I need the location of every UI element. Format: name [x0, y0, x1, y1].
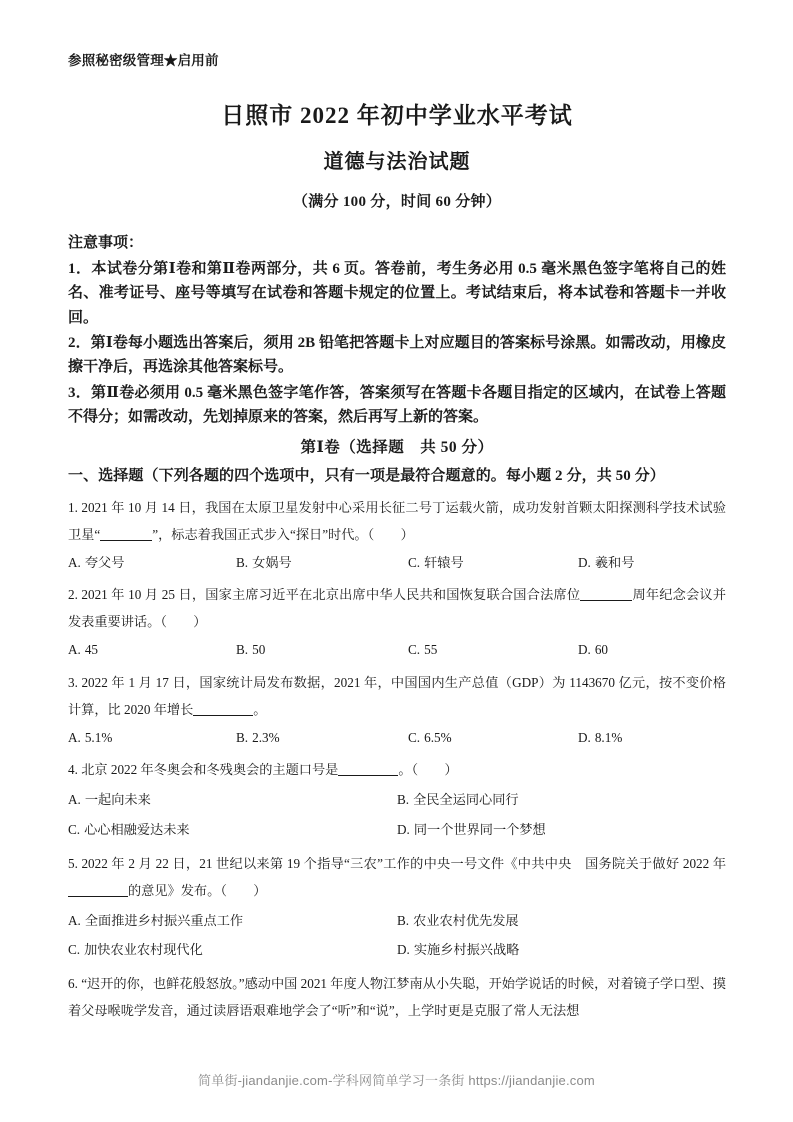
question-3: [68, 669, 726, 752]
option-d-text: 同一个世界同一个梦想: [413, 821, 546, 837]
option-d-label: D.: [578, 642, 591, 658]
option-a[interactable]: [68, 906, 397, 936]
notice-item-2: 2．第Ⅰ卷每小题选出答案后，须用 2B 铅笔把答题卡上对应题目的答案标号涂黑。如需改动，用橡皮擦干净后，再选涂其他答案标号。: [68, 335, 726, 376]
question-6-stem: 6. “迟开的你，也鲜花般怒放。”感动中国 2021 年度人物江梦南从小失聪，开始学说话的时候，对着镜子学口型、摸着父母喉咙学发音，通过读唇语艰难地学会了“听”和“说”，上学时更是克服了常人无法想: [68, 976, 726, 1019]
question-2: [68, 581, 726, 664]
question-5-stem-part1: 5. 2022 年 2 月 22 日，21 世纪以来第 19 个指导“三农”工作的中央一号文件《中共中央 国务院关于做好 2022 年: [68, 855, 726, 871]
option-b[interactable]: [236, 550, 408, 576]
question-4-options: [68, 785, 726, 844]
option-c[interactable]: [68, 935, 397, 965]
option-d[interactable]: [578, 725, 718, 751]
page-title: 日照市 2022 年初中学业水平考试: [221, 102, 573, 128]
answer-blank: [193, 702, 253, 716]
option-a-label: A.: [68, 642, 81, 658]
question-3-stem-part2: 。: [253, 701, 267, 717]
option-a-label: A.: [68, 792, 81, 808]
question-6: [68, 970, 726, 1024]
question-5-stem-part2: 的意见》发布。（ ）: [128, 882, 267, 898]
option-b[interactable]: [236, 725, 408, 751]
option-c-text: 心心相融爱达未来: [84, 821, 190, 837]
option-b-label: B.: [236, 729, 249, 745]
option-d-text: 8.1%: [594, 729, 623, 745]
option-d[interactable]: [397, 935, 726, 965]
option-b-label: B.: [397, 912, 410, 928]
option-d-label: D.: [578, 729, 591, 745]
option-a-text: 一起向未来: [84, 792, 151, 808]
question-2-stem: [68, 581, 726, 635]
notice-item-3: 3．第Ⅱ卷必须用 0.5 毫米黑色签字笔作答，答案须写在答题卡各题目指定的区域内，在试卷上答题不得分；如需改动，先划掉原来的答案，然后再写上新的答案。: [68, 384, 726, 425]
option-c-label: C.: [408, 554, 421, 570]
question-4-stem: [68, 756, 726, 783]
question-1: [68, 494, 726, 577]
notice-item-1: 1．本试卷分第Ⅰ卷和第Ⅱ卷两部分，共 6 页。答卷前，考生务必用 0.5 毫米黑色签字笔将自己的姓名、准考证号、座号等填写在试卷和答题卡规定的位置上。考试结束后，将本试卷和答题卡一并收回。: [68, 261, 726, 326]
subject-title: 道德与法治试题: [323, 151, 471, 174]
option-a-text: 5.1%: [84, 729, 113, 745]
question-3-stem-part1: 3. 2022 年 1 月 17 日，国家统计局发布数据，2021 年，中国国内生产总值（GDP）为 1143670 亿元，按不变价格计算，比 2020 年增长: [68, 674, 726, 717]
question-5-stem: [68, 850, 726, 904]
option-c[interactable]: [408, 725, 578, 751]
question-3-options: [68, 725, 726, 751]
question-1-stem: [68, 494, 726, 548]
option-b[interactable]: [397, 906, 726, 936]
option-b-label: B.: [236, 642, 249, 658]
question-2-options: [68, 637, 726, 663]
option-a[interactable]: [68, 637, 236, 663]
option-b[interactable]: [236, 637, 408, 663]
option-b-text: 50: [252, 642, 266, 658]
answer-blank: [100, 527, 152, 541]
option-c-text: 加快农业农村现代化: [84, 942, 203, 958]
option-c[interactable]: [408, 637, 578, 663]
option-d-label: D.: [397, 821, 410, 837]
option-a-text: 45: [84, 642, 99, 658]
option-a[interactable]: [68, 725, 236, 751]
option-c[interactable]: [68, 815, 397, 845]
answer-blank: [68, 883, 128, 897]
option-d-label: D.: [397, 942, 410, 958]
juan-one-header: 第Ⅰ卷（选择题 共 50 分）: [300, 439, 494, 457]
question-1-options: [68, 550, 726, 576]
option-c-label: C.: [408, 642, 421, 658]
option-c-text: 轩辕号: [424, 554, 464, 570]
option-d[interactable]: [578, 637, 718, 663]
option-b-text: 女娲号: [252, 554, 292, 570]
option-d-text: 羲和号: [594, 554, 635, 570]
secrecy-notice: 参照秘密级管理★启用前: [68, 53, 219, 68]
option-a[interactable]: [68, 785, 397, 815]
option-a-text: 全面推进乡村振兴重点工作: [84, 912, 244, 928]
answer-blank: [338, 763, 398, 777]
option-a[interactable]: [68, 550, 236, 576]
question-4-stem-part1: 4. 北京 2022 年冬奥会和冬残奥会的主题口号是: [68, 762, 339, 778]
option-d[interactable]: [578, 550, 718, 576]
question-2-stem-part1: 2. 2021 年 10 月 25 日，国家主席习近平在北京出席中华人民共和国恢复联合国合法席位: [68, 587, 581, 603]
option-d[interactable]: [397, 815, 726, 845]
option-a-label: A.: [68, 729, 81, 745]
option-d-text: 实施乡村振兴战略: [413, 942, 520, 958]
question-5: [68, 850, 726, 966]
option-b-label: B.: [236, 554, 249, 570]
option-c-label: C.: [408, 729, 421, 745]
question-1-stem-part1: 1. 2021 年 10 月 14 日，我国在太原卫星发射中心采用长征二号丁运载火箭，成功发射首颗太阳探测科学技术试验卫星“: [68, 499, 726, 542]
question-2-stem-part2: 周年纪念会议并发表重要讲话。（ ）: [68, 587, 727, 630]
option-c-label: C.: [68, 821, 81, 837]
option-c[interactable]: [408, 550, 578, 576]
option-c-text: 55: [424, 642, 438, 658]
option-d-text: 60: [594, 642, 609, 658]
notice-heading: 注意事项：: [68, 234, 144, 251]
option-d-label: D.: [578, 554, 591, 570]
question-1-stem-part2: ”，标志着我国正式步入“探日”时代。（ ）: [152, 526, 414, 542]
option-b-text: 全民全运同心同行: [413, 792, 519, 808]
footer-watermark: 简单街-jiandanjie.com-学科网简单学习一条街 https://jiandanjie.com: [198, 1073, 595, 1088]
option-a-label: A.: [68, 554, 81, 570]
option-a-label: A.: [68, 912, 81, 928]
question-3-stem: [68, 669, 726, 723]
page-content: [68, 52, 726, 1029]
question-5-options: [68, 906, 726, 965]
question-4: [68, 756, 726, 844]
answer-blank: [580, 588, 632, 602]
option-b-label: B.: [397, 792, 410, 808]
option-b[interactable]: [397, 785, 726, 815]
option-b-text: 农业农村优先发展: [413, 912, 519, 928]
option-c-text: 6.5%: [424, 729, 452, 745]
option-b-text: 2.3%: [252, 729, 280, 745]
exam-meta-line: （满分 100 分，时间 60 分钟）: [292, 194, 502, 211]
option-c-label: C.: [68, 942, 81, 958]
section-heading-multiple-choice: 一、选择题（下列各题的四个选项中，只有一项是最符合题意的。每小题 2 分，共 50 分）: [68, 467, 665, 484]
option-a-text: 夸父号: [84, 554, 125, 570]
question-4-stem-part2: 。（ ）: [398, 762, 458, 778]
